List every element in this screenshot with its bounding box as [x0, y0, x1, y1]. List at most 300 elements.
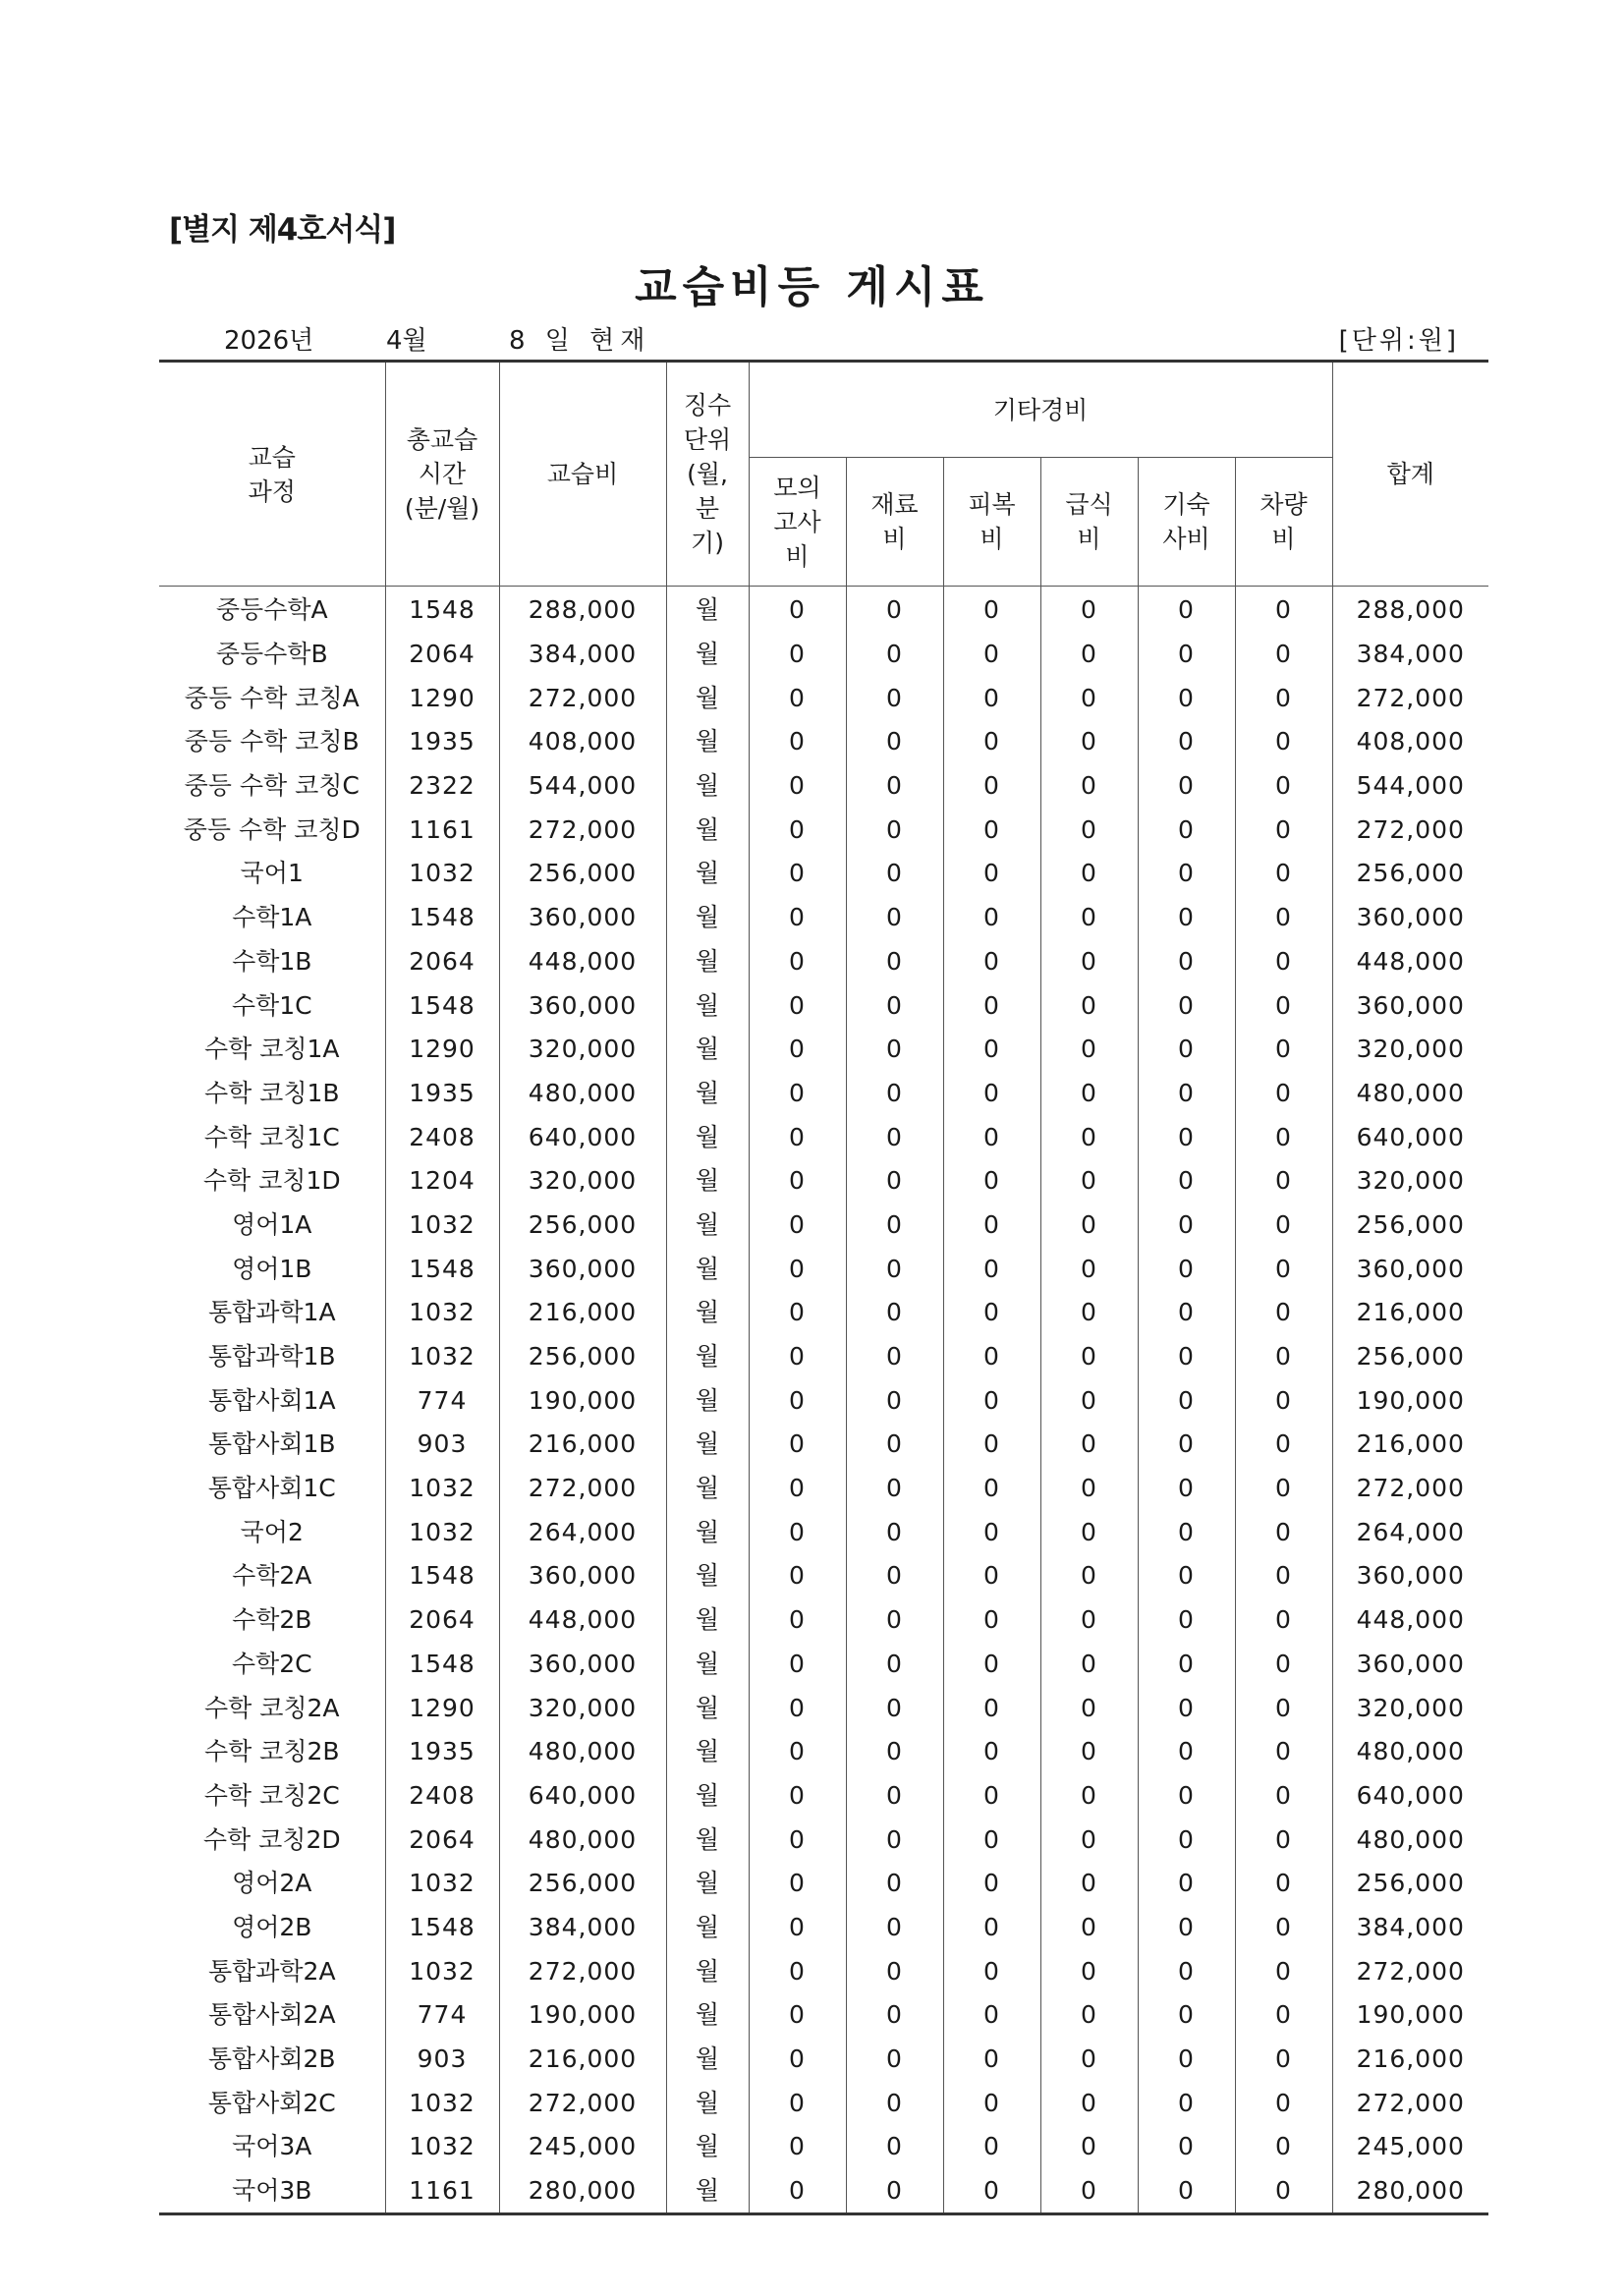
hours-cell: 1032 [385, 1949, 499, 1993]
meals-cell: 0 [1040, 1949, 1138, 1993]
dormitory-cell: 0 [1138, 720, 1235, 764]
collection-unit-cell: 월 [666, 1335, 749, 1379]
table-row [159, 1993, 1488, 2038]
total-cell: 640,000 [1332, 1774, 1488, 1819]
tuition-cell: 216,000 [499, 2038, 666, 2082]
tuition-cell: 408,000 [499, 720, 666, 764]
course-cell: 통합과학1B [159, 1335, 385, 1379]
hours-cell: 903 [385, 1423, 499, 1467]
dormitory-cell: 0 [1138, 1774, 1235, 1819]
tuition-cell: 360,000 [499, 1247, 666, 1291]
vehicle-cell: 0 [1235, 1159, 1332, 1204]
total-cell: 408,000 [1332, 720, 1488, 764]
tuition-cell: 640,000 [499, 1115, 666, 1159]
materials-cell: 0 [846, 1204, 943, 1248]
materials-cell: 0 [846, 1467, 943, 1511]
vehicle-cell: 0 [1235, 1423, 1332, 1467]
vehicle-cell: 0 [1235, 1730, 1332, 1774]
collection-unit-cell: 월 [666, 1204, 749, 1248]
total-cell: 256,000 [1332, 1204, 1488, 1248]
vehicle-cell: 0 [1235, 587, 1332, 633]
tuition-cell: 272,000 [499, 676, 666, 720]
collection-unit-cell: 월 [666, 808, 749, 852]
collection-unit-cell: 월 [666, 1993, 749, 2038]
dormitory-cell: 0 [1138, 1906, 1235, 1950]
tuition-cell: 256,000 [499, 1862, 666, 1906]
materials-cell: 0 [846, 720, 943, 764]
dormitory-cell: 0 [1138, 1818, 1235, 1862]
vehicle-cell: 0 [1235, 1247, 1332, 1291]
hours-cell: 1935 [385, 1730, 499, 1774]
course-cell: 통합사회2B [159, 2038, 385, 2082]
meals-cell: 0 [1040, 1072, 1138, 1116]
collection-unit-cell: 월 [666, 1115, 749, 1159]
hours-cell: 2408 [385, 1774, 499, 1819]
tuition-cell: 448,000 [499, 940, 666, 984]
total-cell: 360,000 [1332, 1247, 1488, 1291]
total-cell: 272,000 [1332, 676, 1488, 720]
vehicle-cell: 0 [1235, 808, 1332, 852]
materials-cell: 0 [846, 587, 943, 633]
table-row [159, 1818, 1488, 1862]
collection-unit-cell: 월 [666, 1643, 749, 1687]
course-cell: 통합과학2A [159, 1949, 385, 1993]
tuition-cell: 480,000 [499, 1730, 666, 1774]
meals-cell: 0 [1040, 1554, 1138, 1598]
total-cell: 216,000 [1332, 2038, 1488, 2082]
meals-cell: 0 [1040, 1247, 1138, 1291]
uniform-cell: 0 [943, 1686, 1040, 1730]
mock-exam-cell: 0 [749, 983, 846, 1028]
table-row [159, 1291, 1488, 1335]
vehicle-cell: 0 [1235, 852, 1332, 896]
dormitory-cell: 0 [1138, 852, 1235, 896]
collection-unit-cell: 월 [666, 2038, 749, 2082]
tuition-cell: 480,000 [499, 1072, 666, 1116]
dormitory-cell: 0 [1138, 764, 1235, 809]
tuition-cell: 360,000 [499, 1554, 666, 1598]
table-row [159, 940, 1488, 984]
tuition-cell: 360,000 [499, 983, 666, 1028]
table-row [159, 2169, 1488, 2214]
materials-cell: 0 [846, 676, 943, 720]
course-cell: 통합과학1A [159, 1291, 385, 1335]
dormitory-cell: 0 [1138, 1247, 1235, 1291]
vehicle-cell: 0 [1235, 720, 1332, 764]
hours-cell: 1032 [385, 2081, 499, 2125]
dormitory-cell: 0 [1138, 2125, 1235, 2169]
meals-cell: 0 [1040, 1906, 1138, 1950]
uniform-cell: 0 [943, 983, 1040, 1028]
collection-unit-cell: 월 [666, 1423, 749, 1467]
course-cell: 수학1C [159, 983, 385, 1028]
uniform-cell: 0 [943, 1862, 1040, 1906]
materials-cell: 0 [846, 1774, 943, 1819]
vehicle-cell: 0 [1235, 1643, 1332, 1687]
total-cell: 256,000 [1332, 1862, 1488, 1906]
vehicle-cell: 0 [1235, 1774, 1332, 1819]
materials-cell: 0 [846, 1554, 943, 1598]
collection-unit-cell: 월 [666, 1862, 749, 1906]
total-cell: 480,000 [1332, 1818, 1488, 1862]
collection-unit-cell: 월 [666, 764, 749, 809]
table-row [159, 1247, 1488, 1291]
meals-cell: 0 [1040, 1335, 1138, 1379]
meals-cell: 0 [1040, 1818, 1138, 1862]
total-cell: 320,000 [1332, 1159, 1488, 1204]
mock-exam-cell: 0 [749, 1818, 846, 1862]
total-cell: 384,000 [1332, 633, 1488, 677]
vehicle-cell: 0 [1235, 2169, 1332, 2214]
course-cell: 수학2A [159, 1554, 385, 1598]
course-cell: 국어3A [159, 2125, 385, 2169]
total-cell: 544,000 [1332, 764, 1488, 809]
vehicle-cell: 0 [1235, 1204, 1332, 1248]
total-cell: 280,000 [1332, 2169, 1488, 2214]
vehicle-cell: 0 [1235, 1949, 1332, 1993]
header-materials: 재료 비 [846, 458, 943, 587]
dormitory-cell: 0 [1138, 2038, 1235, 2082]
vehicle-cell: 0 [1235, 983, 1332, 1028]
uniform-cell: 0 [943, 1598, 1040, 1643]
materials-cell: 0 [846, 1072, 943, 1116]
collection-unit-cell: 월 [666, 1159, 749, 1204]
materials-cell: 0 [846, 1335, 943, 1379]
hours-cell: 1161 [385, 808, 499, 852]
hours-cell: 2064 [385, 1818, 499, 1862]
uniform-cell: 0 [943, 1510, 1040, 1554]
vehicle-cell: 0 [1235, 1028, 1332, 1072]
uniform-cell: 0 [943, 2169, 1040, 2214]
course-cell: 수학1B [159, 940, 385, 984]
meals-cell: 0 [1040, 1774, 1138, 1819]
total-cell: 216,000 [1332, 1291, 1488, 1335]
uniform-cell: 0 [943, 1335, 1040, 1379]
uniform-cell: 0 [943, 1554, 1040, 1598]
course-cell: 영어1B [159, 1247, 385, 1291]
course-cell: 수학 코칭2D [159, 1818, 385, 1862]
materials-cell: 0 [846, 1949, 943, 1993]
meals-cell: 0 [1040, 2081, 1138, 2125]
dormitory-cell: 0 [1138, 2081, 1235, 2125]
header-mock-exam: 모의 고사 비 [749, 458, 846, 587]
hours-cell: 1161 [385, 2169, 499, 2214]
vehicle-cell: 0 [1235, 940, 1332, 984]
mock-exam-cell: 0 [749, 2081, 846, 2125]
hours-cell: 1032 [385, 2125, 499, 2169]
course-cell: 수학2B [159, 1598, 385, 1643]
course-cell: 수학 코칭2A [159, 1686, 385, 1730]
total-cell: 272,000 [1332, 808, 1488, 852]
header-collection-unit: 징수 단위 (월, 분 기) [666, 362, 749, 587]
meals-cell: 0 [1040, 940, 1138, 984]
mock-exam-cell: 0 [749, 1554, 846, 1598]
meals-cell: 0 [1040, 1028, 1138, 1072]
mock-exam-cell: 0 [749, 1906, 846, 1950]
header-other-expenses: 기타경비 [749, 362, 1332, 458]
meals-cell: 0 [1040, 2125, 1138, 2169]
mock-exam-cell: 0 [749, 633, 846, 677]
dormitory-cell: 0 [1138, 940, 1235, 984]
mock-exam-cell: 0 [749, 1423, 846, 1467]
course-cell: 중등 수학 코칭A [159, 676, 385, 720]
meals-cell: 0 [1040, 1862, 1138, 1906]
uniform-cell: 0 [943, 2081, 1040, 2125]
hours-cell: 1548 [385, 983, 499, 1028]
table-row [159, 1730, 1488, 1774]
uniform-cell: 0 [943, 896, 1040, 940]
collection-unit-cell: 월 [666, 1818, 749, 1862]
uniform-cell: 0 [943, 764, 1040, 809]
meals-cell: 0 [1040, 2169, 1138, 2214]
tuition-cell: 190,000 [499, 1378, 666, 1423]
document-title: 교습비등 게시표 [635, 262, 989, 312]
materials-cell: 0 [846, 2125, 943, 2169]
table-row [159, 1949, 1488, 1993]
tuition-cell: 640,000 [499, 1774, 666, 1819]
vehicle-cell: 0 [1235, 1554, 1332, 1598]
course-cell: 중등 수학 코칭B [159, 720, 385, 764]
meals-cell: 0 [1040, 1378, 1138, 1423]
fee-table-body [159, 587, 1488, 2214]
materials-cell: 0 [846, 1643, 943, 1687]
table-row [159, 1598, 1488, 1643]
mock-exam-cell: 0 [749, 1467, 846, 1511]
meals-cell: 0 [1040, 1730, 1138, 1774]
dormitory-cell: 0 [1138, 1028, 1235, 1072]
course-cell: 영어2B [159, 1906, 385, 1950]
table-row [159, 1906, 1488, 1950]
vehicle-cell: 0 [1235, 1993, 1332, 2038]
hours-cell: 1290 [385, 1686, 499, 1730]
dormitory-cell: 0 [1138, 1643, 1235, 1687]
fee-table [159, 360, 1488, 2215]
hours-cell: 1290 [385, 676, 499, 720]
hours-cell: 1032 [385, 1291, 499, 1335]
mock-exam-cell: 0 [749, 2169, 846, 2214]
meals-cell: 0 [1040, 764, 1138, 809]
hours-cell: 1290 [385, 1028, 499, 1072]
tuition-cell: 360,000 [499, 896, 666, 940]
total-cell: 288,000 [1332, 587, 1488, 633]
vehicle-cell: 0 [1235, 1510, 1332, 1554]
meals-cell: 0 [1040, 676, 1138, 720]
dormitory-cell: 0 [1138, 633, 1235, 677]
total-cell: 360,000 [1332, 1643, 1488, 1687]
materials-cell: 0 [846, 1686, 943, 1730]
materials-cell: 0 [846, 1510, 943, 1554]
vehicle-cell: 0 [1235, 1072, 1332, 1116]
hours-cell: 1032 [385, 852, 499, 896]
table-row [159, 1510, 1488, 1554]
materials-cell: 0 [846, 2038, 943, 2082]
table-row [159, 1378, 1488, 1423]
meals-cell: 0 [1040, 587, 1138, 633]
tuition-cell: 216,000 [499, 1291, 666, 1335]
vehicle-cell: 0 [1235, 2038, 1332, 2082]
materials-cell: 0 [846, 808, 943, 852]
table-row [159, 2038, 1488, 2082]
uniform-cell: 0 [943, 2038, 1040, 2082]
hours-cell: 1032 [385, 1335, 499, 1379]
meals-cell: 0 [1040, 1643, 1138, 1687]
collection-unit-cell: 월 [666, 1028, 749, 1072]
dormitory-cell: 0 [1138, 896, 1235, 940]
course-cell: 국어2 [159, 1510, 385, 1554]
dormitory-cell: 0 [1138, 1378, 1235, 1423]
course-cell: 국어3B [159, 2169, 385, 2214]
uniform-cell: 0 [943, 676, 1040, 720]
vehicle-cell: 0 [1235, 764, 1332, 809]
vehicle-cell: 0 [1235, 1818, 1332, 1862]
total-cell: 190,000 [1332, 1378, 1488, 1423]
table-row [159, 676, 1488, 720]
tuition-cell: 272,000 [499, 1467, 666, 1511]
hours-cell: 1032 [385, 1467, 499, 1511]
dormitory-cell: 0 [1138, 1598, 1235, 1643]
collection-unit-cell: 월 [666, 1554, 749, 1598]
materials-cell: 0 [846, 1993, 943, 2038]
meals-cell: 0 [1040, 1993, 1138, 2038]
course-cell: 수학 코칭1C [159, 1115, 385, 1159]
collection-unit-cell: 월 [666, 633, 749, 677]
total-cell: 272,000 [1332, 1467, 1488, 1511]
course-cell: 영어1A [159, 1204, 385, 1248]
collection-unit-cell: 월 [666, 1686, 749, 1730]
course-cell: 수학2C [159, 1643, 385, 1687]
course-cell: 수학1A [159, 896, 385, 940]
total-cell: 216,000 [1332, 1423, 1488, 1467]
hours-cell: 1935 [385, 1072, 499, 1116]
uniform-cell: 0 [943, 1906, 1040, 1950]
mock-exam-cell: 0 [749, 764, 846, 809]
uniform-cell: 0 [943, 1467, 1040, 1511]
hours-cell: 2064 [385, 633, 499, 677]
dormitory-cell: 0 [1138, 1467, 1235, 1511]
tuition-cell: 245,000 [499, 2125, 666, 2169]
hours-cell: 774 [385, 1993, 499, 2038]
header-total: 합계 [1332, 362, 1488, 587]
mock-exam-cell: 0 [749, 720, 846, 764]
table-row [159, 1686, 1488, 1730]
hours-cell: 1032 [385, 1204, 499, 1248]
vehicle-cell: 0 [1235, 2125, 1332, 2169]
meals-cell: 0 [1040, 1115, 1138, 1159]
table-row [159, 633, 1488, 677]
dormitory-cell: 0 [1138, 1159, 1235, 1204]
dormitory-cell: 0 [1138, 1993, 1235, 2038]
materials-cell: 0 [846, 1818, 943, 1862]
dormitory-cell: 0 [1138, 1335, 1235, 1379]
header-vehicle: 차량 비 [1235, 458, 1332, 587]
tuition-cell: 264,000 [499, 1510, 666, 1554]
table-row [159, 983, 1488, 1028]
course-cell: 영어2A [159, 1862, 385, 1906]
uniform-cell: 0 [943, 1247, 1040, 1291]
table-row [159, 2081, 1488, 2125]
dormitory-cell: 0 [1138, 1115, 1235, 1159]
table-row [159, 896, 1488, 940]
collection-unit-cell: 월 [666, 1247, 749, 1291]
mock-exam-cell: 0 [749, 1774, 846, 1819]
materials-cell: 0 [846, 633, 943, 677]
meals-cell: 0 [1040, 1686, 1138, 1730]
materials-cell: 0 [846, 1115, 943, 1159]
collection-unit-cell: 월 [666, 676, 749, 720]
dormitory-cell: 0 [1138, 1554, 1235, 1598]
mock-exam-cell: 0 [749, 852, 846, 896]
mock-exam-cell: 0 [749, 1335, 846, 1379]
tuition-cell: 280,000 [499, 2169, 666, 2214]
tuition-cell: 272,000 [499, 808, 666, 852]
hours-cell: 1548 [385, 896, 499, 940]
table-row [159, 1423, 1488, 1467]
vehicle-cell: 0 [1235, 1115, 1332, 1159]
date-month: 4월 [386, 326, 427, 356]
header-total-hours: 총교습 시간 (분/월) [385, 362, 499, 587]
tuition-cell: 448,000 [499, 1598, 666, 1643]
dormitory-cell: 0 [1138, 983, 1235, 1028]
course-cell: 통합사회2A [159, 1993, 385, 2038]
tuition-cell: 544,000 [499, 764, 666, 809]
course-cell: 중등 수학 코칭C [159, 764, 385, 809]
table-row [159, 1028, 1488, 1072]
collection-unit-cell: 월 [666, 1510, 749, 1554]
uniform-cell: 0 [943, 1291, 1040, 1335]
uniform-cell: 0 [943, 1423, 1040, 1467]
materials-cell: 0 [846, 852, 943, 896]
uniform-cell: 0 [943, 1993, 1040, 2038]
mock-exam-cell: 0 [749, 1686, 846, 1730]
materials-cell: 0 [846, 1862, 943, 1906]
meals-cell: 0 [1040, 896, 1138, 940]
uniform-cell: 0 [943, 1643, 1040, 1687]
tuition-cell: 190,000 [499, 1993, 666, 2038]
hours-cell: 1032 [385, 1862, 499, 1906]
course-cell: 중등수학B [159, 633, 385, 677]
mock-exam-cell: 0 [749, 1159, 846, 1204]
collection-unit-cell: 월 [666, 720, 749, 764]
uniform-cell: 0 [943, 633, 1040, 677]
tuition-cell: 360,000 [499, 1643, 666, 1687]
hours-cell: 1204 [385, 1159, 499, 1204]
total-cell: 320,000 [1332, 1028, 1488, 1072]
tuition-cell: 216,000 [499, 1423, 666, 1467]
hours-cell: 1548 [385, 1906, 499, 1950]
mock-exam-cell: 0 [749, 587, 846, 633]
total-cell: 272,000 [1332, 2081, 1488, 2125]
uniform-cell: 0 [943, 720, 1040, 764]
course-cell: 수학 코칭2B [159, 1730, 385, 1774]
vehicle-cell: 0 [1235, 676, 1332, 720]
vehicle-cell: 0 [1235, 1862, 1332, 1906]
tuition-cell: 256,000 [499, 1335, 666, 1379]
course-cell: 통합사회1B [159, 1423, 385, 1467]
mock-exam-cell: 0 [749, 1643, 846, 1687]
course-cell: 수학 코칭1B [159, 1072, 385, 1116]
materials-cell: 0 [846, 1378, 943, 1423]
mock-exam-cell: 0 [749, 896, 846, 940]
tuition-cell: 320,000 [499, 1028, 666, 1072]
collection-unit-cell: 월 [666, 1906, 749, 1950]
header-dormitory: 기숙 사비 [1138, 458, 1235, 587]
materials-cell: 0 [846, 940, 943, 984]
date-day: 8 일 현재 [509, 326, 651, 356]
total-cell: 256,000 [1332, 1335, 1488, 1379]
uniform-cell: 0 [943, 940, 1040, 984]
dormitory-cell: 0 [1138, 1423, 1235, 1467]
mock-exam-cell: 0 [749, 2038, 846, 2082]
